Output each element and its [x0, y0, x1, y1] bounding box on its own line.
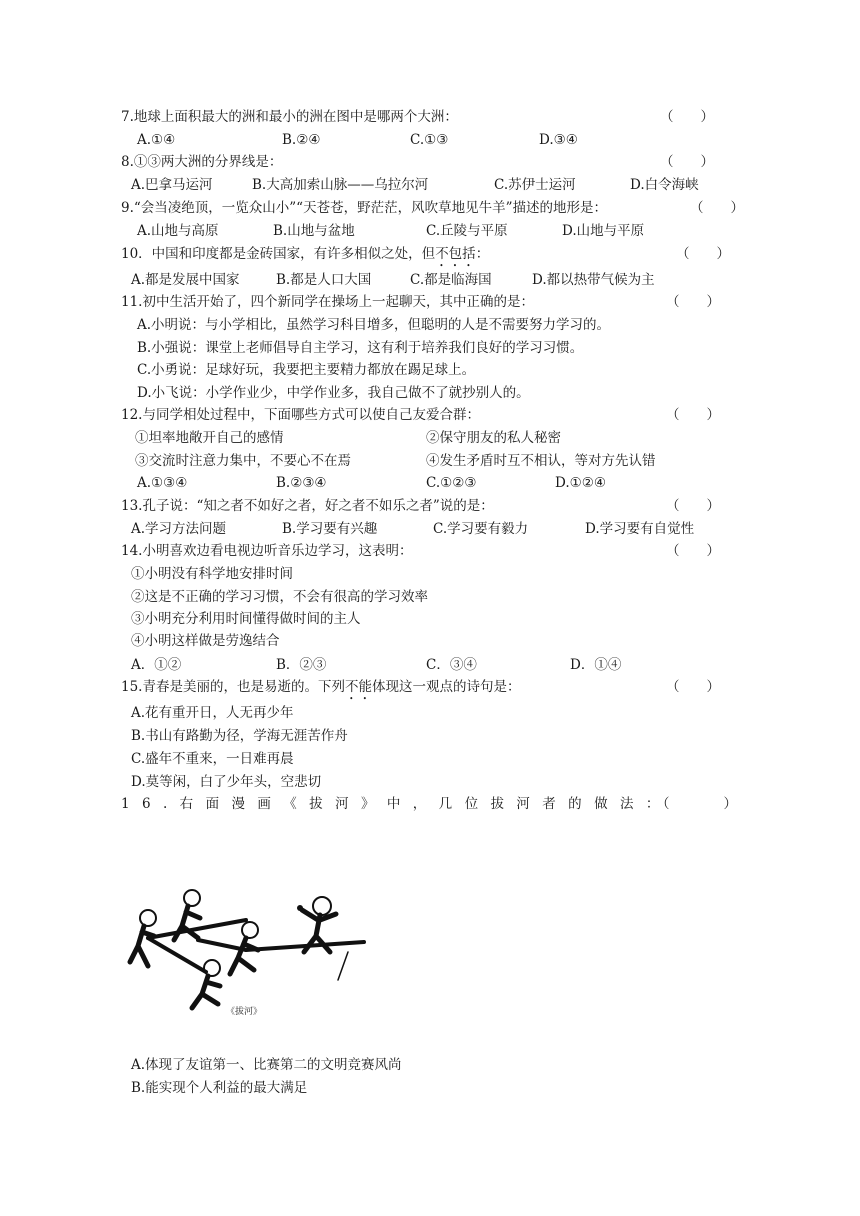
question-12-stem: 12.与同学相处过程中，下面哪些方式可以使自己友爱合群：	[121, 407, 480, 423]
q10-option-c: C.都是临海国	[410, 272, 492, 288]
question-7-answer-blank[interactable]: （ ）	[660, 109, 714, 125]
question-13-stem: 13.孔子说：“知之者不如好之者，好之者不如乐之者”说的是：	[121, 498, 494, 514]
q11-option-d: D.小飞说：小学作业少，中学作业多，我自己做不了就抄别人的。	[137, 385, 530, 401]
question-12-answer-blank[interactable]: （ ）	[666, 407, 720, 423]
question-13-answer-blank[interactable]: （ ）	[666, 498, 720, 514]
question-8-stem: 8.①③两大洲的分界线是：	[121, 154, 283, 170]
question-11-stem: 11.初中生活开始了，四个新同学在操场上一起聊天，其中正确的是：	[121, 294, 534, 310]
q7-option-b: B.②④	[282, 132, 321, 148]
q12-option-c: C.①②③	[426, 475, 477, 491]
question-7-stem: 7.地球上面积最大的洲和最小的洲在图中是哪两个大洲：	[121, 109, 458, 125]
q13-option-d: D.学习要有自觉性	[585, 521, 695, 537]
question-16-answer-blank[interactable]: （ ）	[656, 796, 737, 812]
q11-option-c: C.小勇说：足球好玩，我要把主要精力都放在踢足球上。	[137, 362, 476, 378]
q14-item-3: ③小明充分利用时间懂得做时间的主人	[131, 611, 361, 627]
q9-option-b: B.山地与盆地	[273, 223, 355, 239]
q9-option-c: C.丘陵与平原	[426, 223, 508, 239]
q13-option-a: A.学习方法问题	[131, 521, 227, 537]
q13-option-b: B.学习要有兴趣	[282, 521, 378, 537]
q16-option-a: A.体现了友谊第一、比赛第二的文明竞赛风尚	[131, 1057, 402, 1073]
question-10-stem: 10．中国和印度都是金砖国家，有许多相似之处，但不包括：	[121, 246, 490, 262]
q14-option-b: B．②③	[276, 657, 327, 673]
q12-item-4: ④发生矛盾时互不相认，等对方先认错	[426, 453, 656, 469]
q8-option-b: B.大高加索山脉——乌拉尔河	[252, 177, 429, 193]
q14-item-2: ②这是不正确的学习习惯，不会有很高的学习效率	[131, 589, 428, 605]
q14-item-1: ①小明没有科学地安排时间	[131, 566, 293, 582]
q8-option-c: C.苏伊士运河	[494, 177, 576, 193]
question-16-stem: 16.右面漫画《拔河》中，几位拔河者的做法：	[121, 796, 672, 812]
q15-option-d: D.莫等闲，白了少年头，空悲切	[131, 774, 322, 790]
question-14-stem: 14.小明喜欢边看电视边听音乐边学习，这表明：	[121, 543, 413, 559]
question-14-answer-blank[interactable]: （ ）	[666, 543, 720, 559]
emphasis-cannot: 不能	[344, 679, 372, 695]
q7-option-d: D.③④	[539, 132, 578, 148]
q14-option-c: C．③④	[426, 657, 477, 673]
q12-option-d: D.①②④	[555, 475, 606, 491]
q9-option-a: A.山地与高原	[137, 223, 219, 239]
question-10-answer-blank[interactable]: （ ）	[676, 246, 730, 262]
tug-of-war-cartoon	[126, 880, 368, 1020]
cartoon-caption: 《拔河》	[226, 1007, 263, 1017]
q12-item-1: ①坦率地敞开自己的感情	[135, 430, 284, 446]
q15-option-c: C.盛年不重来，一日难再晨	[131, 751, 294, 767]
q10-option-d: D.都以热带气候为主	[532, 272, 655, 288]
q14-option-a: A．①②	[131, 657, 182, 673]
q15-option-a: A.花有重开日，人无再少年	[131, 705, 294, 721]
q7-option-c: C.①③	[410, 132, 449, 148]
q12-option-b: B.②③④	[276, 475, 327, 491]
question-8-answer-blank[interactable]: （ ）	[660, 154, 714, 170]
q11-option-a: A.小明说：与小学相比，虽然学习科目增多，但聪明的人是不需要努力学习的。	[137, 317, 611, 333]
q13-option-c: C.学习要有毅力	[433, 521, 529, 537]
q10-option-b: B.都是人口大国	[276, 272, 372, 288]
question-15-answer-blank[interactable]: （ ）	[666, 679, 720, 695]
q14-item-4: ④小明这样做是劳逸结合	[131, 633, 280, 649]
question-9-answer-blank[interactable]: （ ）	[690, 200, 744, 216]
q12-item-2: ②保守朋友的私人秘密	[426, 430, 561, 446]
q12-item-3: ③交流时注意力集中，不要心不在焉	[135, 453, 351, 469]
question-11-answer-blank[interactable]: （ ）	[666, 294, 720, 310]
q9-option-d: D.山地与平原	[562, 223, 645, 239]
q16-option-b: B.能实现个人利益的最大满足	[131, 1080, 308, 1096]
q8-option-d: D.白令海峡	[630, 177, 699, 193]
q15-option-b: B.书山有路勤为径，学海无涯苦作舟	[131, 728, 348, 744]
q10-option-a: A.都是发展中国家	[131, 272, 240, 288]
question-15-stem: 15.青春是美丽的，也是易逝的。下列不能体现这一观点的诗句是：	[121, 679, 521, 695]
q8-option-a: A.巴拿马运河	[131, 177, 213, 193]
q12-option-a: A.①③④	[137, 475, 188, 491]
q14-option-d: D．①④	[570, 657, 622, 673]
q11-option-b: B.小强说：课堂上老师倡导自主学习，这有利于培养我们良好的学习习惯。	[137, 340, 584, 356]
emphasis-not-include: 不包括	[435, 246, 476, 262]
question-9-stem: 9.“会当凌绝顶，一览众山小”“天苍苍，野茫茫，风吹草地见牛羊”描述的地形是：	[121, 200, 607, 216]
q7-option-a: A.①④	[137, 132, 176, 148]
